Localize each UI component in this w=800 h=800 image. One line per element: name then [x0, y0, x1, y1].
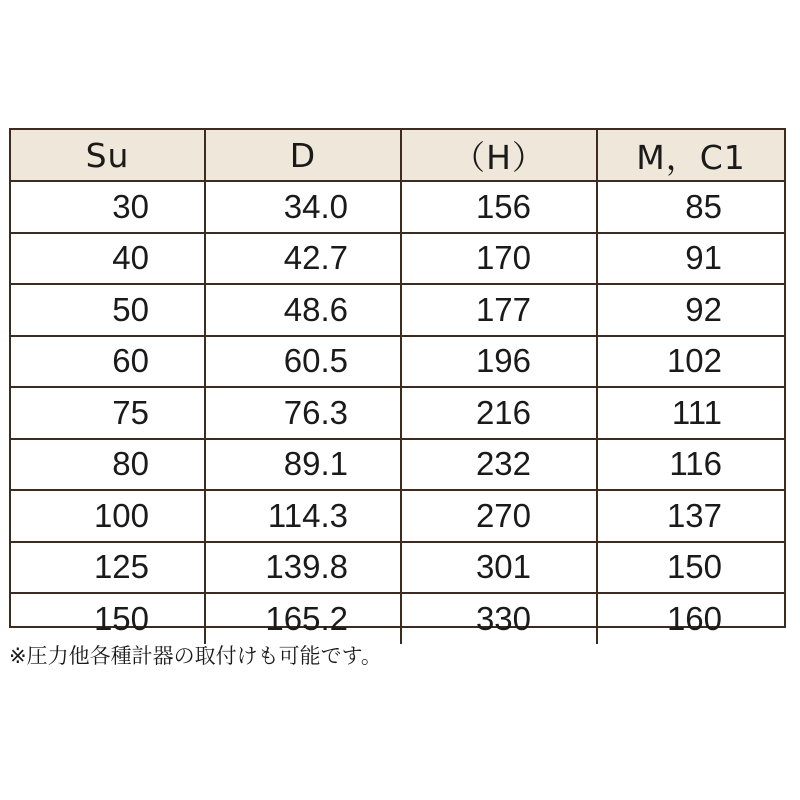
cell-h: 232 [401, 439, 597, 491]
cell-su: 150 [11, 593, 205, 644]
cell-d: 34.0 [205, 181, 401, 233]
table-row [11, 387, 784, 439]
cell-d: 114.3 [205, 490, 401, 542]
cell-su: 80 [11, 439, 205, 491]
cell-h: 156 [401, 181, 597, 233]
cell-m-c1: 111 [597, 387, 784, 439]
table-row [11, 284, 784, 336]
header-h: （H） [401, 130, 597, 181]
dimension-table-frame [9, 128, 786, 637]
cell-su: 30 [112, 187, 149, 225]
footnote: ※圧力他各種計器の取付けも可能です。 [9, 644, 382, 668]
cell-h: 170 [401, 233, 597, 285]
cell-m-c1: 137 [597, 490, 784, 542]
table-row [11, 542, 784, 594]
header-su: Su [11, 130, 205, 181]
cell-m-c1: 85 [597, 181, 784, 233]
cell-m-c1: 160 [597, 593, 784, 644]
cell-m-c1: 116 [597, 439, 784, 491]
cell-su: 50 [11, 284, 205, 336]
table-header-row [11, 130, 784, 181]
cell-h: 270 [401, 490, 597, 542]
cell-d: 139.8 [205, 542, 401, 594]
table-row [11, 490, 784, 542]
table-row [11, 439, 784, 491]
cell-d: 42.7 [205, 233, 401, 285]
header-m-c1: M，C1 [597, 130, 784, 181]
cell-h: 216 [401, 387, 597, 439]
header-d: D [205, 130, 401, 181]
cell-h: 177 [401, 284, 597, 336]
cell-m-c1: 102 [597, 336, 784, 388]
cell-su: 60 [11, 336, 205, 388]
cell-d: 48.6 [205, 284, 401, 336]
cell-m-c1: 92 [597, 284, 784, 336]
cell-su: 75 [11, 387, 205, 439]
cell-su: 125 [11, 542, 205, 594]
cell-m-c1: 150 [597, 542, 784, 594]
table-row [11, 336, 784, 388]
cell-h: 330 [401, 593, 597, 644]
cell-d: 89.1 [205, 439, 401, 491]
cell-su: 40 [11, 233, 205, 285]
table-row [11, 181, 784, 233]
cell-h: 196 [401, 336, 597, 388]
table-row [11, 233, 784, 285]
cell-su: 100 [11, 490, 205, 542]
table-row [11, 593, 784, 644]
cell-h: 301 [401, 542, 597, 594]
cell-d: 76.3 [205, 387, 401, 439]
cell-m-c1: 91 [597, 233, 784, 285]
cell-d: 60.5 [205, 336, 401, 388]
cell-d: 165.2 [205, 593, 401, 644]
dimension-table [11, 130, 784, 644]
